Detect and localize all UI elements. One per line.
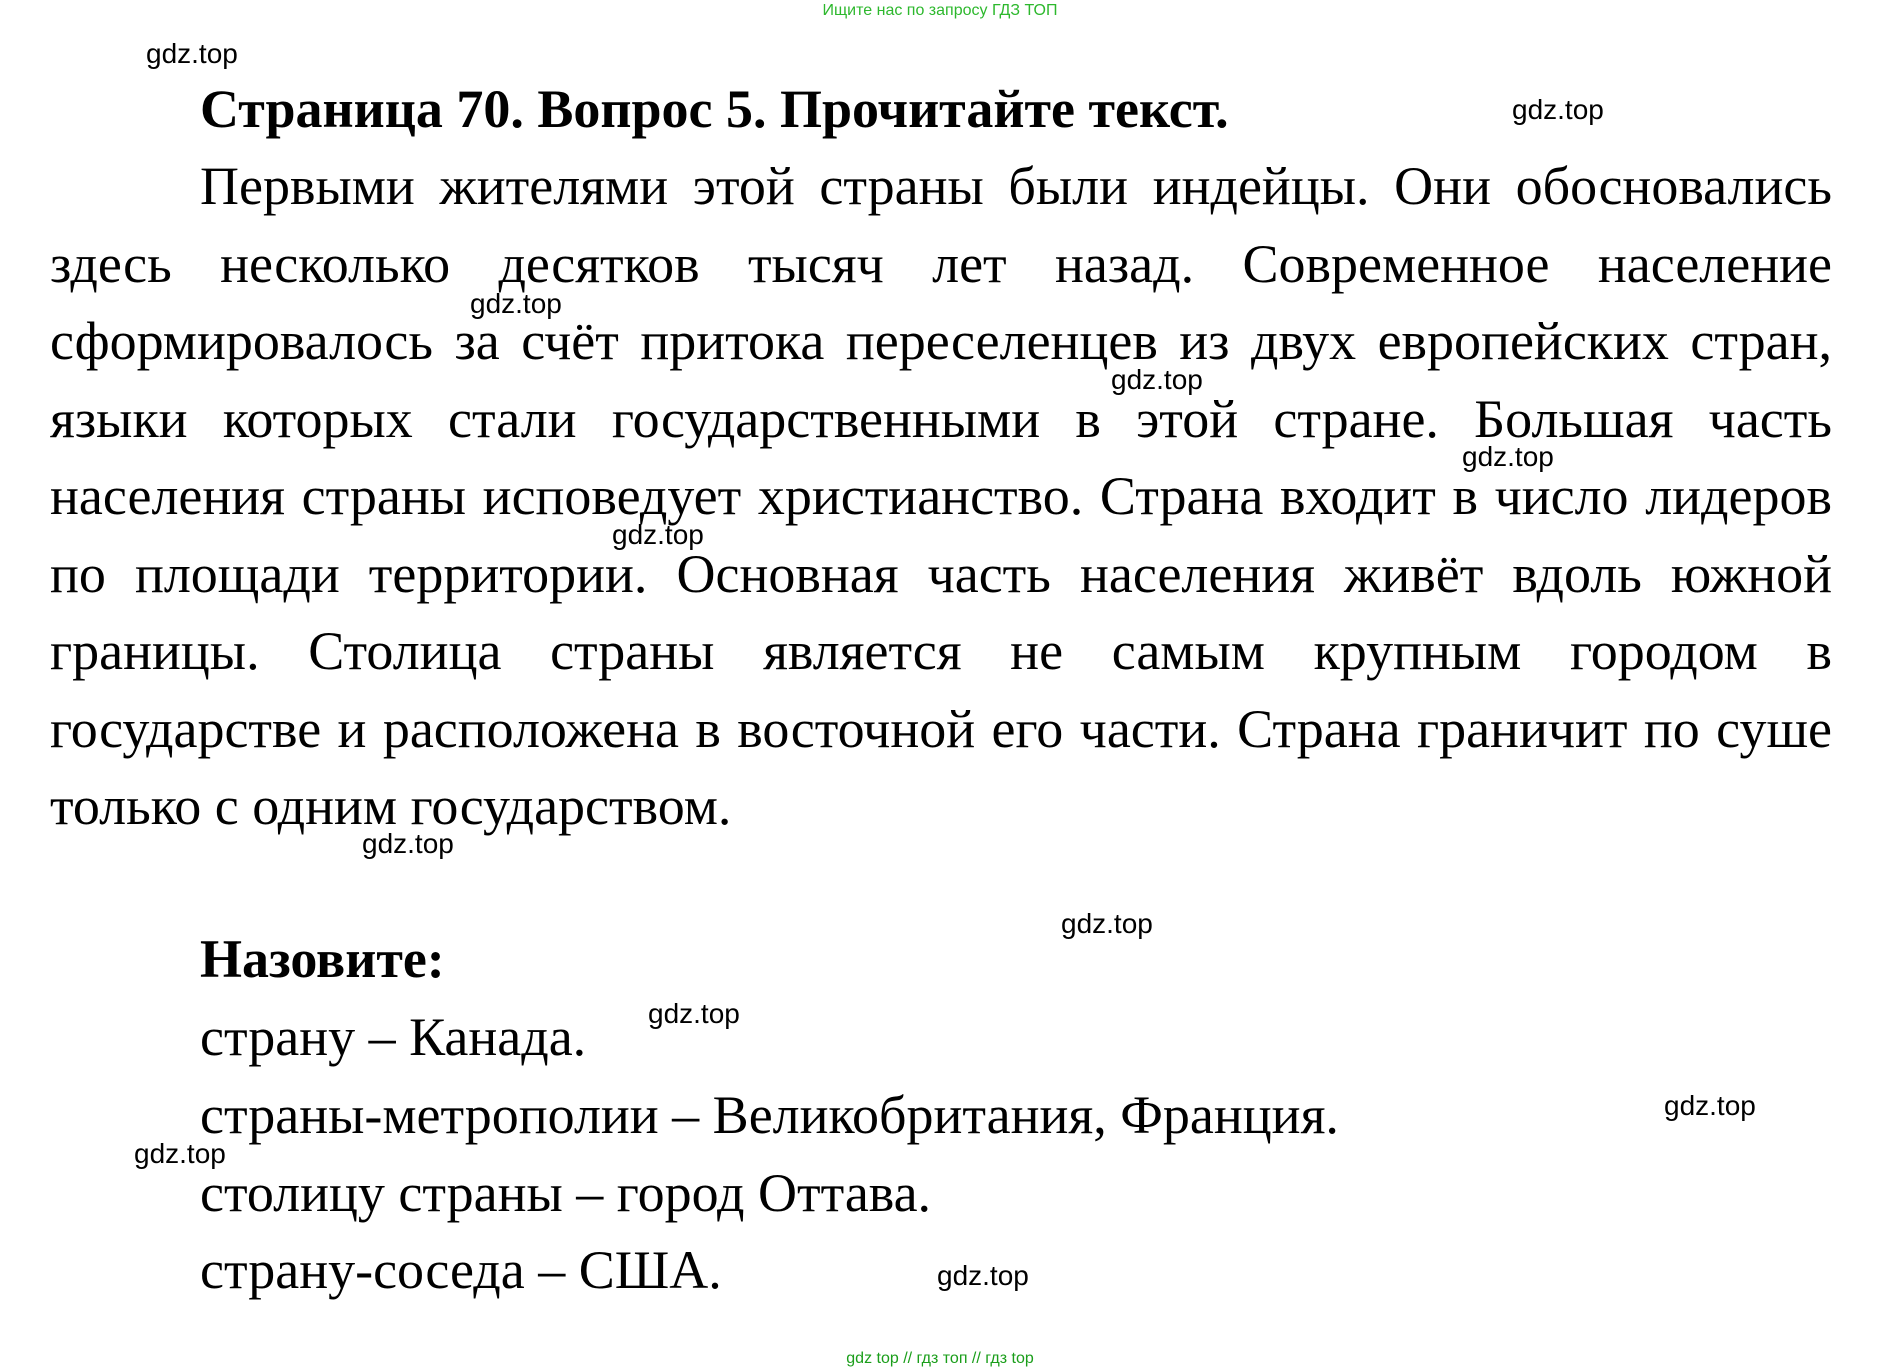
answer-item-neighbor: страну-соседа – США.	[200, 1240, 722, 1300]
watermark: gdz.top	[648, 998, 740, 1029]
watermark: gdz.top	[146, 38, 238, 69]
answer-item-country: страну – Канада.	[200, 1007, 587, 1067]
answer-item-metropolises: страны-метрополии – Великобритания, Франция.	[200, 1085, 1339, 1145]
watermark: gdz.top	[1111, 364, 1203, 395]
watermark: gdz.top	[362, 828, 454, 859]
footer-watermark: gdz top // гдз топ // гдз top	[846, 1350, 1034, 1367]
task-paragraph: Первыми жителями этой страны были индейцы. Они обосновались здесь несколько десятков тысяч лет назад. Современное население сформировалось за счёт притока переселенцев из двух европейских стран, языки которых стали государственными в этой стране. Большая часть населения страны исповедует христианство. Страна входит в число лидеров по площади территории. Основная часть населения живёт вдоль южной границы. Столица страны является не самым крупным городом в государстве и расположена в восточной его части. Страна граничит по суше только с одним государством.	[50, 156, 1832, 836]
watermark: gdz.top	[1512, 94, 1604, 125]
subheading: Назовите:	[200, 929, 445, 989]
watermark: gdz.top	[134, 1138, 226, 1169]
top-banner: Ищите нас по запросу ГДЗ ТОП	[822, 2, 1058, 19]
page-title: Страница 70. Вопрос 5. Прочитайте текст.	[200, 79, 1229, 139]
watermark: gdz.top	[470, 288, 562, 319]
answer-item-capital: столицу страны – город Оттава.	[200, 1163, 932, 1223]
watermark: gdz.top	[937, 1260, 1029, 1291]
watermark: gdz.top	[1462, 441, 1554, 472]
watermark: gdz.top	[612, 519, 704, 550]
watermark: gdz.top	[1061, 908, 1153, 939]
watermark: gdz.top	[1664, 1090, 1756, 1121]
